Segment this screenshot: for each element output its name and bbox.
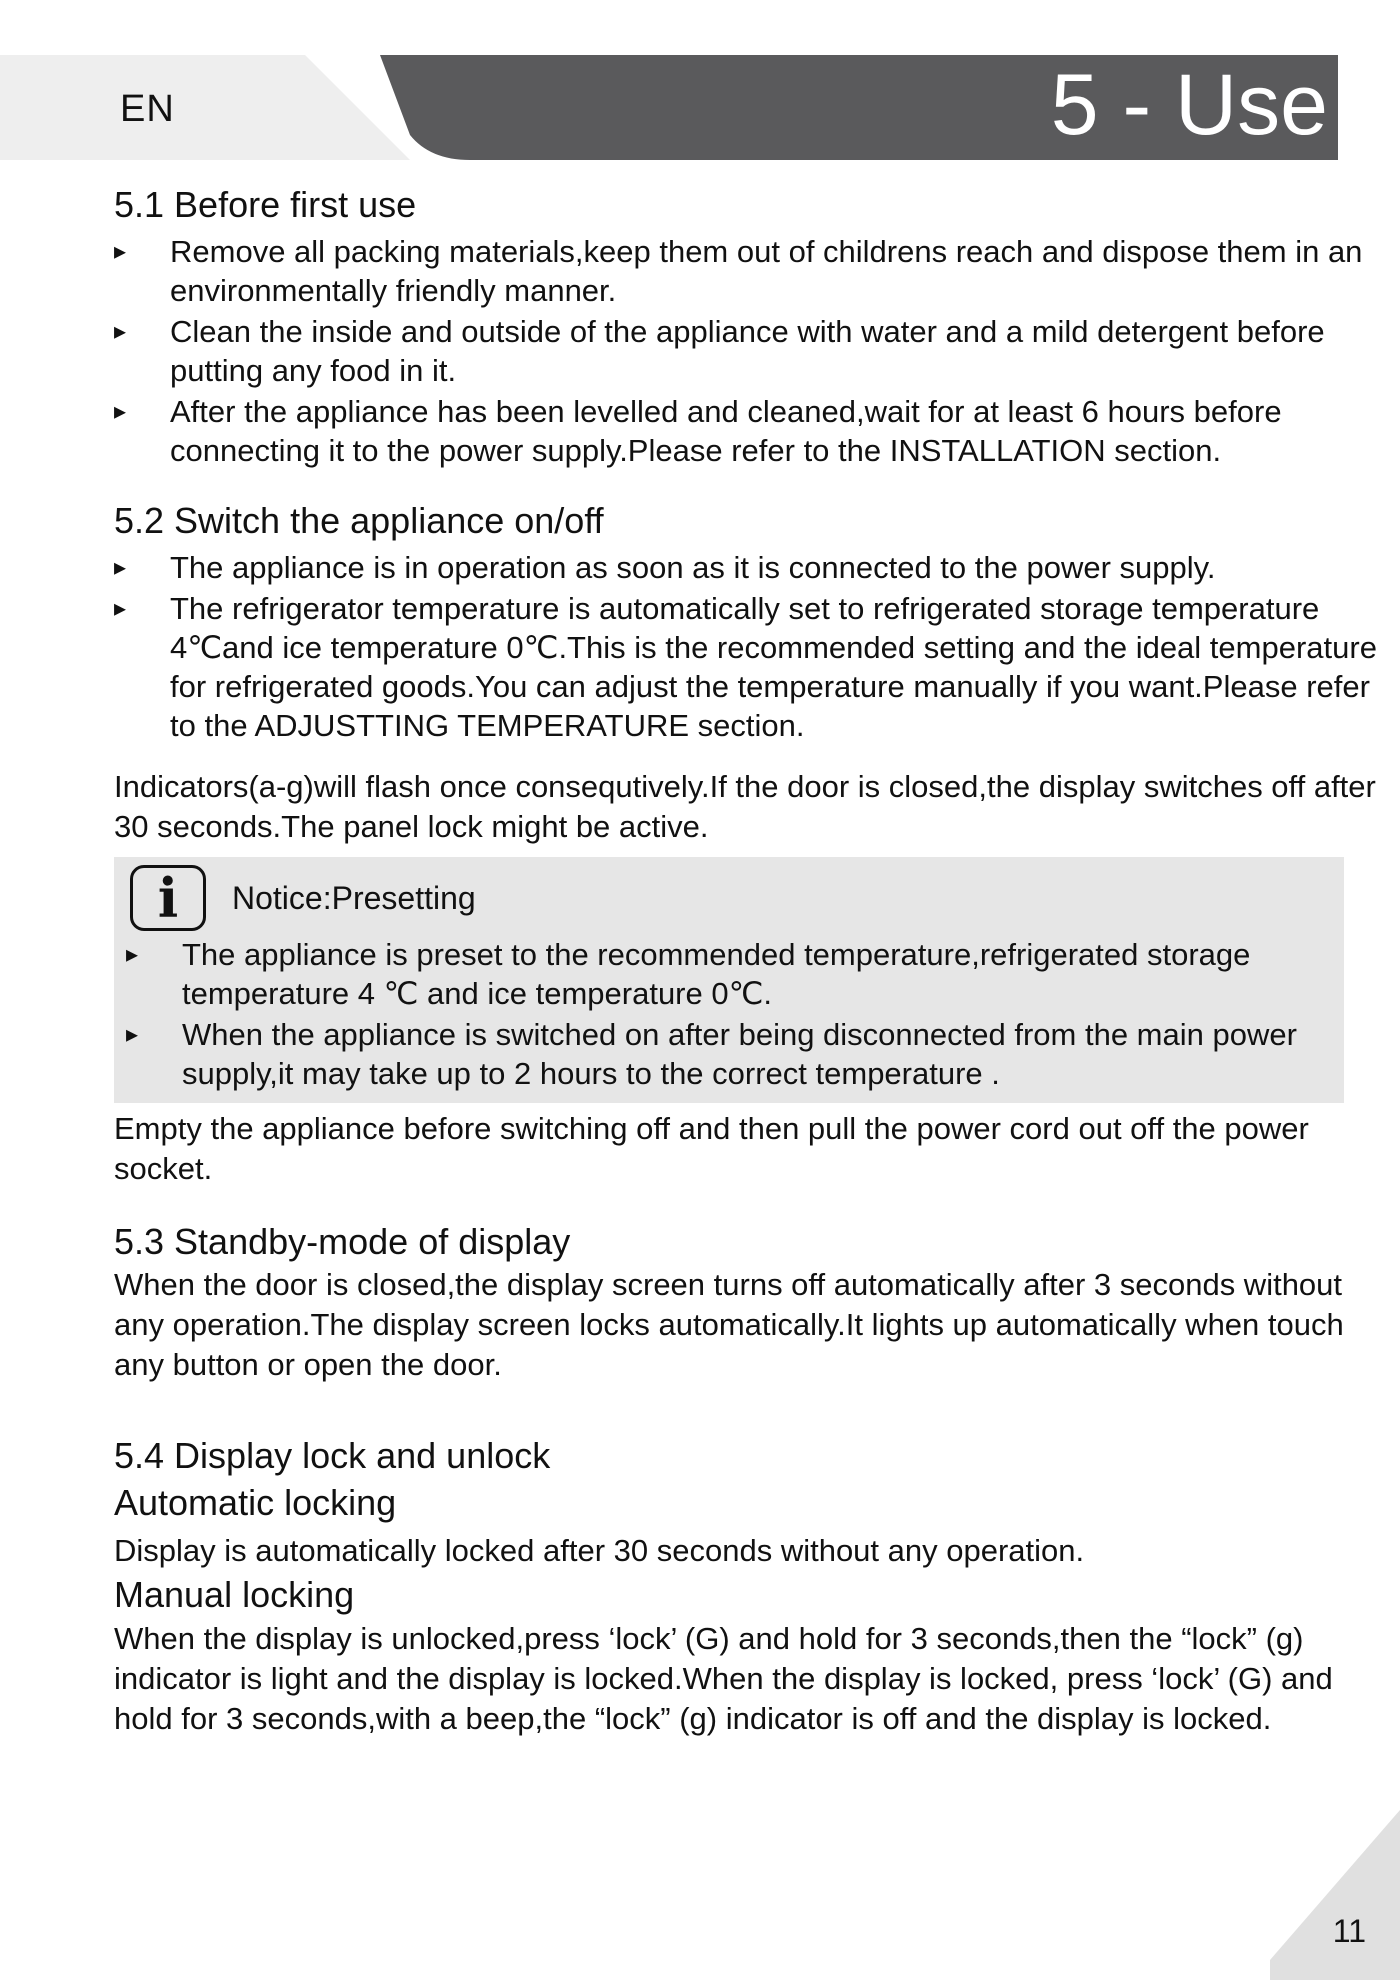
- section-switch-on-off: [114, 498, 1386, 1189]
- section-display-lock: [114, 1433, 1386, 1739]
- section-before-first-use: [114, 182, 1386, 470]
- info-icon: i: [130, 865, 206, 931]
- bullet-item: ▸ Remove all packing materials,keep them out of childrens reach and dispose them in an environmentally friendly manner.: [114, 232, 1386, 310]
- bullet-list: [114, 548, 1386, 745]
- section-standby-mode: [114, 1219, 1386, 1385]
- page-number: 11: [1332, 1913, 1366, 1949]
- notice-title: Notice:Presetting: [232, 879, 476, 916]
- bullet-item: ▸ The appliance is preset to the recommended temperature,refrigerated storage temperature 4 ℃ and ice temperature 0℃.: [126, 935, 1344, 1013]
- page-content: [114, 182, 1386, 1739]
- page-header: [0, 0, 1400, 170]
- section-title: 5.3 Standby-mode of display: [114, 1221, 571, 1262]
- section-title: 5.2 Switch the appliance on/off: [114, 500, 604, 541]
- section-title: 5.4 Display lock and unlock: [114, 1435, 551, 1476]
- bullet-item: ▸ Clean the inside and outside of the appliance with water and a mild detergent before putting any food in it.: [114, 312, 1386, 390]
- notice-bullet-list: [126, 935, 1344, 1093]
- manual-lock-paragraph: When the display is unlocked,press ‘lock’ (G) and hold for 3 seconds,then the “lock” (g) indicator is light and the display is locked.When the display is locked, press ‘lock’ (G) and hold for 3 seconds,with a beep,the “lock” (g) indicator is off and the display is locked.: [114, 1621, 1333, 1736]
- empty-appliance-paragraph: Empty the appliance before switching off and then pull the power cord out off the power socket.: [114, 1111, 1309, 1186]
- page-corner-decoration: [1270, 1810, 1400, 1980]
- indicators-paragraph: Indicators(a-g)will flash once consequtively.If the door is closed,the display switches off after 30 seconds.The panel lock might be active.: [114, 769, 1376, 844]
- bullet-item: ▸ After the appliance has been levelled and cleaned,wait for at least 6 hours before connecting it to the power supply.Please refer to the INSTALLATION section.: [114, 392, 1386, 470]
- header-light-tab: [0, 55, 410, 160]
- bullet-item: ▸ The refrigerator temperature is automatically set to refrigerated storage temperature 4℃and ice temperature 0℃.This is the recommended setting and the ideal temperature for refrigerated goods.You can adjust the temperature manually if you want.Please refer to the ADJUSTTING TEMPERATURE section.: [114, 589, 1386, 745]
- notice-box: [114, 857, 1344, 1103]
- auto-lock-paragraph: Display is automatically locked after 30 seconds without any operation.: [114, 1533, 1085, 1568]
- subsection-title: Manual locking: [114, 1574, 355, 1615]
- bullet-item: ▸ The appliance is in operation as soon as it is connected to the power supply.: [114, 548, 1386, 587]
- notice-header: [114, 865, 1344, 931]
- bullet-list: [114, 232, 1386, 470]
- subsection-title: Automatic locking: [114, 1482, 397, 1523]
- section-title: 5.1 Before first use: [114, 184, 417, 225]
- chapter-title: 5 - Use: [1050, 57, 1328, 153]
- bullet-item: ▸ When the appliance is switched on after being disconnected from the main power supply,it may take up to 2 hours to the correct temperature .: [126, 1015, 1344, 1093]
- language-label: EN: [120, 88, 175, 130]
- standby-paragraph: When the door is closed,the display screen turns off automatically after 3 seconds without any operation.The display screen locks automatically.It lights up automatically when touch any button or open the door.: [114, 1267, 1344, 1382]
